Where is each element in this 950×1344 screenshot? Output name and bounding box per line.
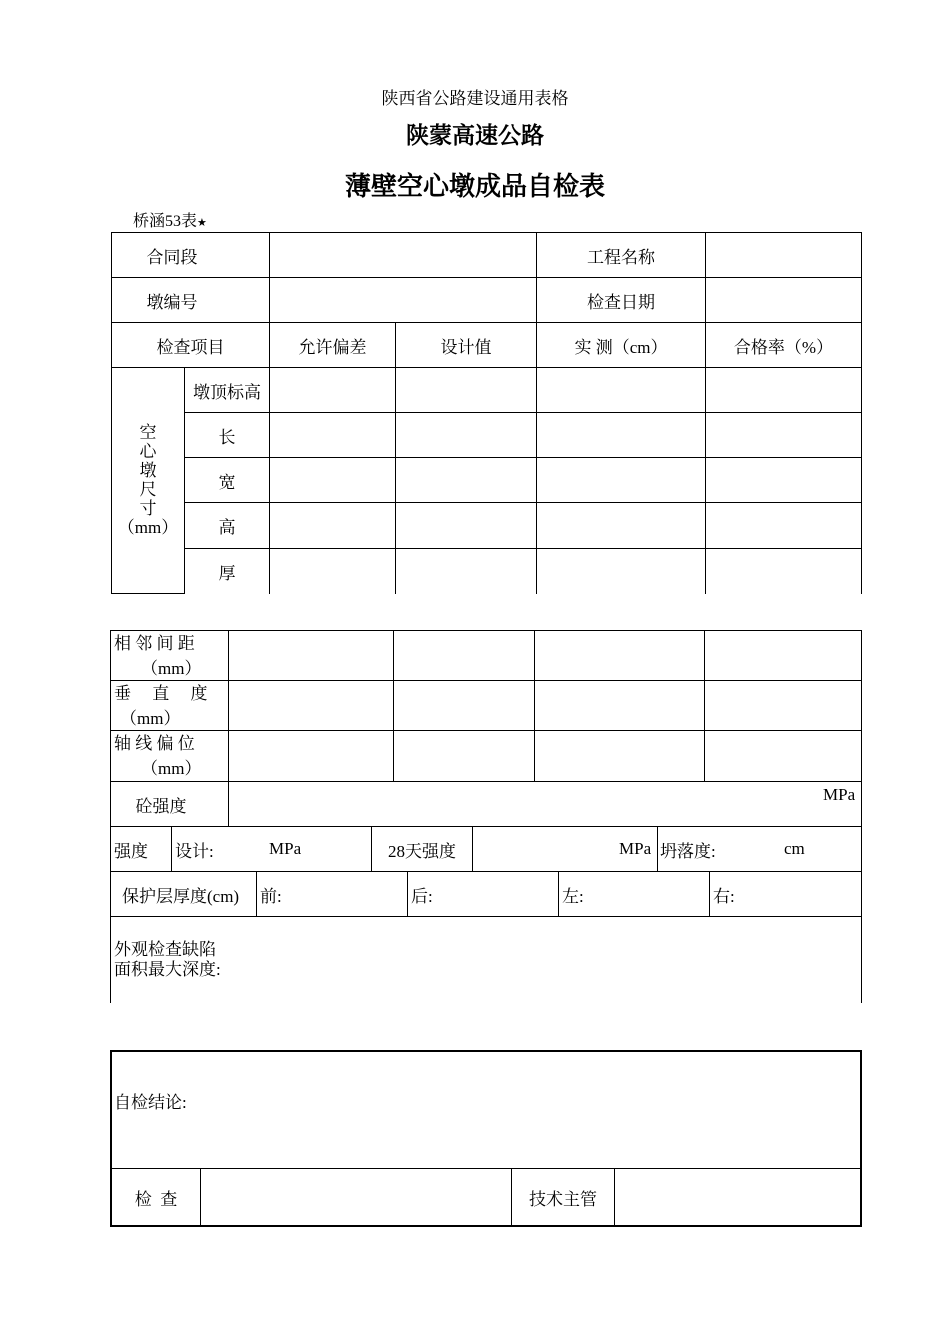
project-name-label: 工程名称 bbox=[587, 247, 655, 267]
label-line: 垂 直 度 bbox=[114, 684, 208, 703]
col-header-measured: 实 测（cm） bbox=[574, 337, 668, 357]
project-title: 陕蒙高速公路 bbox=[406, 123, 544, 149]
verticality-label bbox=[114, 681, 227, 731]
strength-label: 强度 bbox=[114, 841, 148, 861]
pier-number-label: 墩编号 bbox=[146, 292, 198, 312]
tech-supervisor-label: 技术主管 bbox=[529, 1189, 597, 1209]
concrete-strength-label: 砼强度 bbox=[135, 796, 187, 816]
star-icon: ★ bbox=[197, 217, 207, 229]
cover-thickness-label: 保护层厚度(cm) bbox=[122, 886, 240, 906]
label-line: 相 邻 间 距 bbox=[114, 634, 195, 653]
row-label-pier-top-elevation: 墩顶标高 bbox=[193, 382, 261, 402]
cover-back-label: 后: bbox=[411, 886, 433, 906]
label-unit: （mm） bbox=[141, 759, 202, 778]
design-strength-label: 设计: bbox=[175, 841, 214, 861]
hollow-pier-size-group-label bbox=[112, 423, 184, 537]
pier-number-value[interactable] bbox=[270, 278, 536, 322]
col-header-tolerance: 允许偏差 bbox=[298, 337, 367, 357]
day28-strength-label: 28天强度 bbox=[388, 841, 456, 861]
slump-label: 坍落度: bbox=[660, 841, 716, 861]
slump-unit: cm bbox=[784, 839, 805, 858]
row-label-length: 长 bbox=[218, 427, 236, 447]
group-label-line: 尺 bbox=[139, 480, 157, 499]
group-label-line: 寸 bbox=[139, 499, 157, 518]
label-unit: （mm） bbox=[141, 659, 202, 678]
label-line: 面积最大深度: bbox=[114, 960, 221, 979]
label-line: 外观检查缺陷 bbox=[114, 940, 216, 959]
group-label-line: 墩 bbox=[139, 461, 157, 480]
label-unit: （mm） bbox=[120, 709, 181, 728]
cover-left-label: 左: bbox=[562, 886, 584, 906]
adjacent-spacing-label bbox=[114, 631, 227, 681]
label-line: 轴 线 偏 位 bbox=[114, 734, 195, 753]
row-label-width: 宽 bbox=[218, 472, 236, 492]
row-label-thickness: 厚 bbox=[218, 563, 236, 583]
col-header-item: 检查项目 bbox=[156, 337, 225, 357]
check-date-label: 检查日期 bbox=[587, 292, 655, 312]
contract-section-label: 合同段 bbox=[146, 247, 198, 267]
col-header-design: 设计值 bbox=[440, 337, 492, 357]
inspector-label: 检 查 bbox=[134, 1189, 178, 1209]
group-label-line: （mm） bbox=[117, 518, 179, 537]
concrete-strength-unit: MPa bbox=[823, 785, 856, 804]
group-label-line: 空 bbox=[139, 423, 157, 442]
day28-strength-unit: MPa bbox=[619, 839, 652, 858]
row-label-height: 高 bbox=[218, 518, 236, 537]
form-title: 薄壁空心墩成品自检表 bbox=[344, 172, 605, 202]
appearance-defect-label bbox=[114, 940, 221, 980]
cover-right-label: 右: bbox=[713, 886, 735, 906]
cover-front-label: 前: bbox=[260, 886, 282, 906]
design-strength-unit: MPa bbox=[269, 839, 302, 858]
check-date-value[interactable] bbox=[706, 278, 861, 322]
group-label-line: 心 bbox=[139, 442, 157, 461]
form-code bbox=[133, 208, 207, 231]
axis-offset-label bbox=[114, 731, 227, 781]
contract-section-value[interactable] bbox=[270, 233, 536, 277]
form-series-label: 陕西省公路建设通用表格 bbox=[381, 89, 569, 108]
project-name-value[interactable] bbox=[706, 233, 861, 277]
col-header-pass-rate: 合格率（%） bbox=[733, 337, 834, 357]
form-code-text: 桥涵53表 bbox=[133, 213, 198, 230]
self-check-conclusion-label: 自检结论: bbox=[114, 1093, 187, 1112]
